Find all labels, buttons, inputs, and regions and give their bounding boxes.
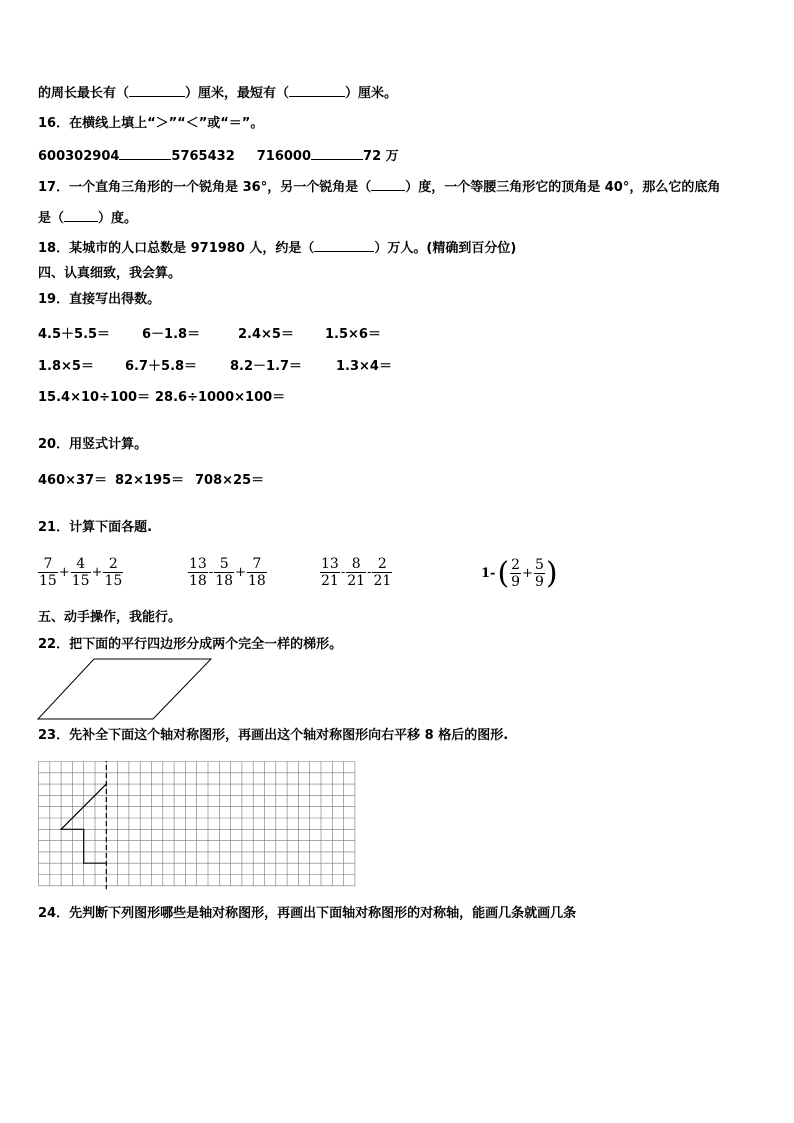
- calc-item: 28.6÷1000×100＝: [155, 390, 286, 405]
- question-22: 22．把下面的平行四边形分成两个完全一样的梯形。: [38, 637, 343, 652]
- answer-blank[interactable]: [314, 239, 374, 252]
- question-17: 17．一个直角三角形的一个锐角是 36°，另一个锐角是（ ）度，一个等腰三角形它的顶角是 40°，那么它的底角: [38, 180, 721, 195]
- question-16: 16．在横线上填上“＞”“＜”或“＝”。: [38, 116, 264, 131]
- grid-figure[interactable]: [38, 761, 358, 891]
- parallelogram-figure[interactable]: [36, 656, 216, 722]
- answer-blank[interactable]: [129, 84, 185, 97]
- fraction: $\frac{8}{21}$: [347, 556, 366, 589]
- fraction: $\frac{2}{21}$: [373, 556, 392, 589]
- fraction: $\frac{2}{15}$: [104, 556, 123, 589]
- question-16-items: 600302904 5765432 716000 72 万: [38, 149, 399, 164]
- question-24: 24．先判断下列图形哪些是轴对称图形，再画出下面轴对称图形的对称轴，能画几条就画几条: [38, 906, 577, 921]
- question-23: 23．先补全下面这个轴对称图形，再画出这个轴对称图形向右平移 8 格后的图形.: [38, 728, 509, 743]
- compare-blank[interactable]: [311, 147, 363, 160]
- fraction: $\frac{7}{18}$: [247, 556, 266, 589]
- question-18: 18．某城市的人口总数是 971980 人，约是（ ）万人。(精确到百分位): [38, 241, 517, 256]
- fraction: $\frac{7}{15}$: [39, 556, 57, 589]
- vertical-calc-item: 82×195＝: [115, 473, 185, 488]
- calc-item: 1.8×5＝: [38, 359, 94, 374]
- calc-item: 4.5＋5.5＝: [38, 327, 111, 342]
- section-5-title: 五、动手操作，我能行。: [38, 610, 182, 625]
- question-19: 19．直接写出得数。: [38, 292, 161, 307]
- question-17-cont: 是（ ）度。: [38, 211, 138, 226]
- answer-blank[interactable]: [64, 209, 98, 222]
- question-20: 20．用竖式计算。: [38, 437, 148, 452]
- calc-item: 15.4×10÷100＝: [38, 390, 151, 405]
- calc-item: 6－1.8＝: [142, 327, 201, 342]
- calc-item: 8.2－1.7＝: [230, 359, 303, 374]
- section-4-title: 四、认真细致，我会算。: [38, 266, 182, 281]
- calc-item: 1.3×4＝: [336, 359, 392, 374]
- fraction-expression-2: $\frac{13}{18}$ - $\frac{5}{18}$ + $\frac{7}{18}$: [189, 556, 266, 589]
- answer-blank[interactable]: [289, 84, 345, 97]
- fraction: $\frac{5}{9}$: [535, 557, 544, 590]
- vertical-calc-item: 708×25＝: [195, 473, 265, 488]
- fraction-expression-4: 1-( $\frac{2}{9}$ + $\frac{5}{9}$ ): [481, 556, 558, 591]
- calc-item: 6.7＋5.8＝: [125, 359, 198, 374]
- fraction-expression-3: $\frac{13}{21}$ - $\frac{8}{21}$ - $\frac{2}{21}$: [321, 556, 392, 589]
- fraction: $\frac{4}{15}$: [71, 556, 90, 589]
- fraction: $\frac{2}{9}$: [511, 557, 521, 590]
- answer-blank[interactable]: [371, 178, 405, 191]
- calc-item: 2.4×5＝: [238, 327, 294, 342]
- calc-item: 1.5×6＝: [325, 327, 381, 342]
- fraction: $\frac{13}{18}$: [189, 556, 207, 589]
- fraction-expression-1: $\frac{7}{15}$ + $\frac{4}{15}$ + $\frac{2}{15}$: [39, 556, 123, 589]
- fraction: $\frac{5}{18}$: [215, 556, 234, 589]
- fraction: $\frac{13}{21}$: [321, 556, 339, 589]
- question-21: 21．计算下面各题.: [38, 520, 153, 535]
- vertical-calc-item: 460×37＝: [38, 473, 108, 488]
- compare-blank[interactable]: [119, 147, 171, 160]
- q15-continuation: 的周长最长有（ ）厘米，最短有（ ）厘米。: [38, 86, 398, 101]
